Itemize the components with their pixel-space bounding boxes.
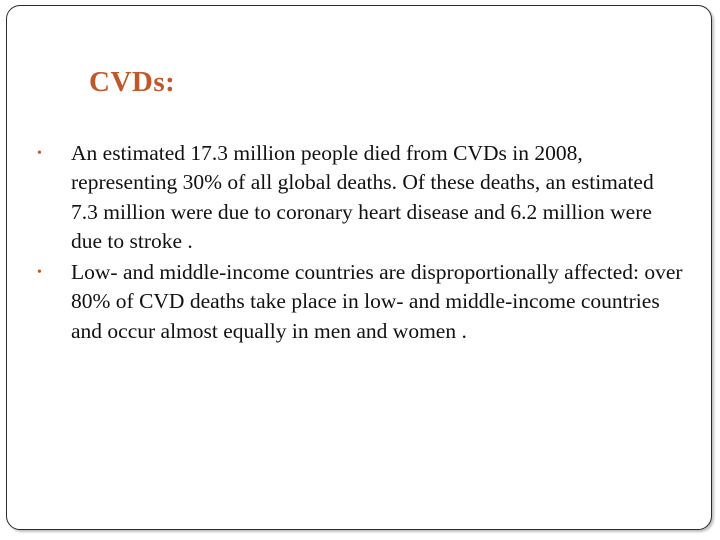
- bullet-dot-icon: •: [37, 265, 42, 281]
- bullet-dot-icon: •: [37, 146, 42, 161]
- slide-title: CVDs:: [89, 66, 176, 98]
- bullet-item-cvd-deaths: [33, 139, 683, 256]
- bullet-text: An estimated 17.3 million people died from CVDs in 2008, representing 30% of all global deaths. Of these deaths, an estimated 7.3 million were due to coronary heart disease and 6.2 million were due to stroke .: [71, 141, 654, 253]
- slide-frame: [6, 5, 712, 530]
- bullet-list: [33, 139, 683, 346]
- bullet-item-low-middle-income: [33, 258, 683, 346]
- bullet-text: Low- and middle-income countries are disproportionally affected: over 80% of CVD deaths take place in low- and middle-income countries and occur almost equally in men and women .: [71, 260, 683, 343]
